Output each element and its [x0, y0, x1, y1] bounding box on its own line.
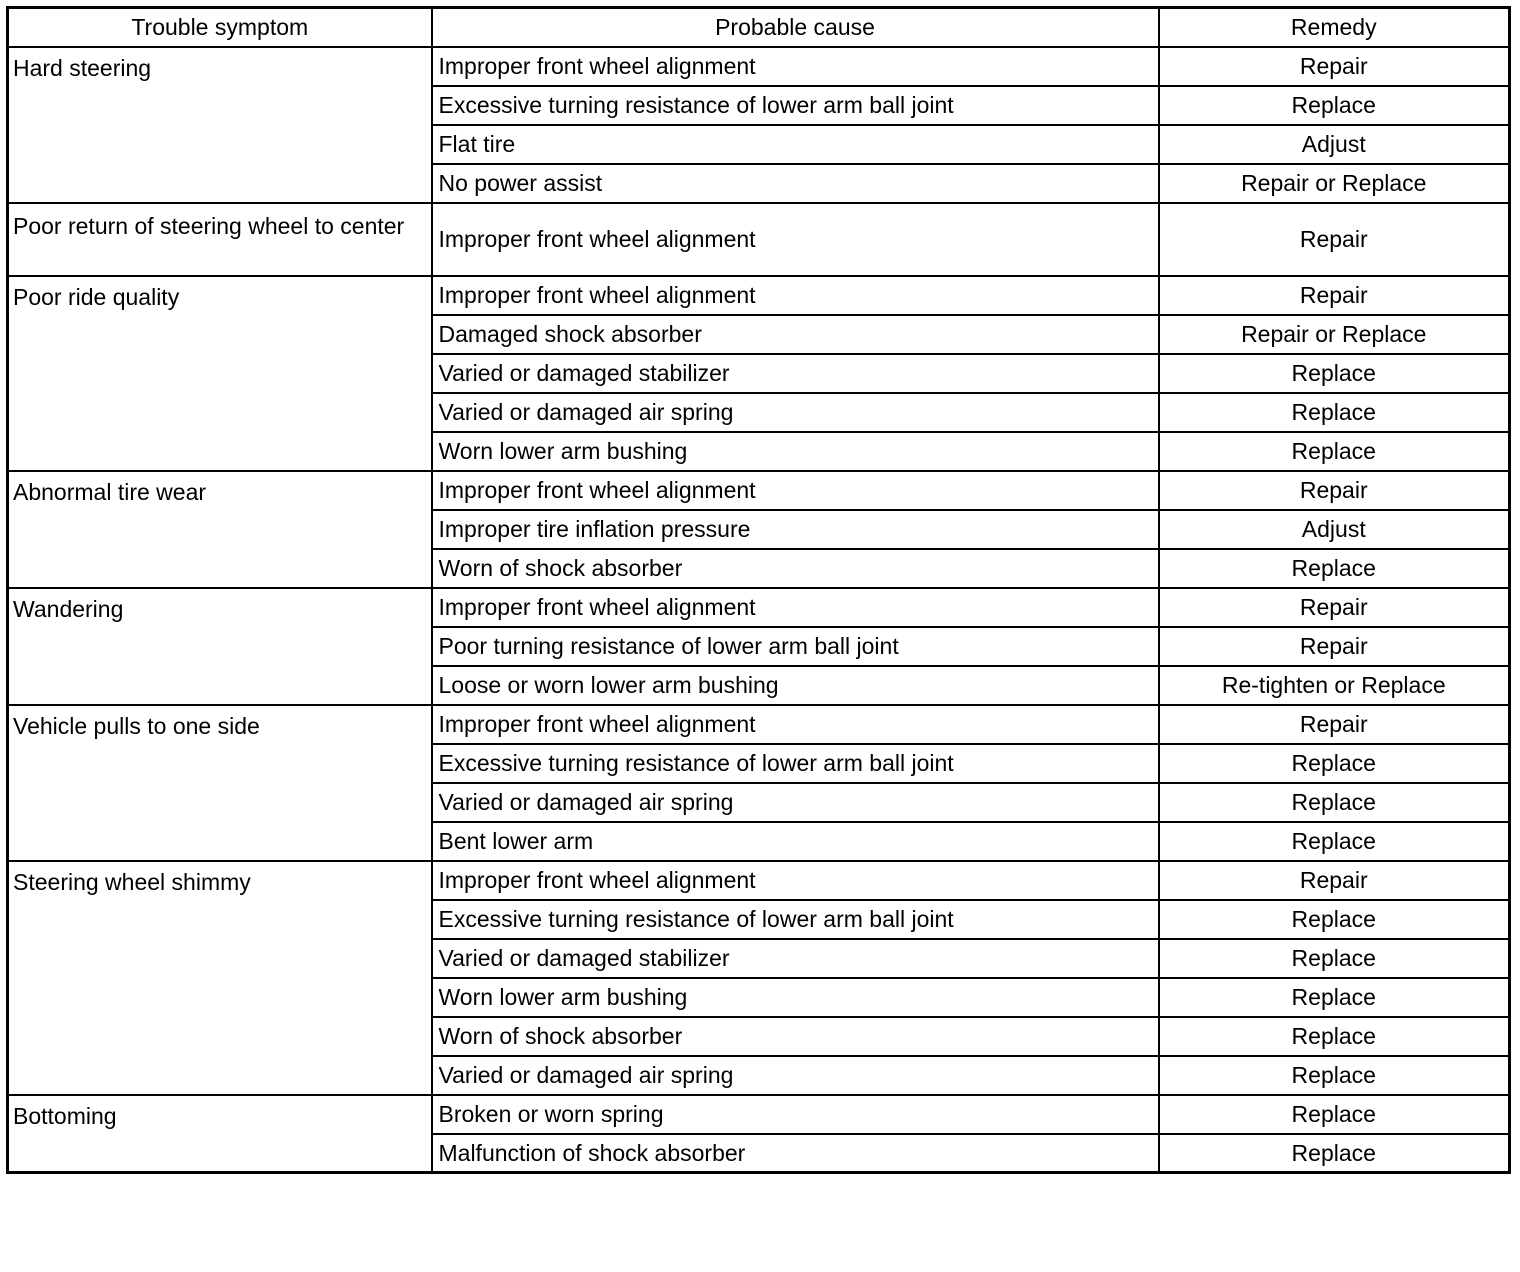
remedy-cell: Replace [1159, 1017, 1510, 1056]
probable-cause-cell: Poor turning resistance of lower arm ball joint [432, 627, 1159, 666]
probable-cause-cell: Improper front wheel alignment [432, 47, 1159, 86]
remedy-cell: Replace [1159, 1095, 1510, 1134]
remedy-cell: Replace [1159, 978, 1510, 1017]
probable-cause-cell: Improper front wheel alignment [432, 276, 1159, 315]
remedy-cell: Repair [1159, 627, 1510, 666]
table-row [8, 588, 1510, 627]
probable-cause-cell: Loose or worn lower arm bushing [432, 666, 1159, 705]
probable-cause-cell: Varied or damaged air spring [432, 783, 1159, 822]
remedy-cell: Repair [1159, 276, 1510, 315]
table-body [8, 47, 1510, 1173]
probable-cause-cell: Improper front wheel alignment [432, 203, 1159, 276]
table-row [8, 705, 1510, 744]
remedy-cell: Repair [1159, 588, 1510, 627]
probable-cause-cell: Varied or damaged air spring [432, 393, 1159, 432]
remedy-cell: Repair [1159, 471, 1510, 510]
probable-cause-cell: Improper front wheel alignment [432, 471, 1159, 510]
remedy-cell: Replace [1159, 783, 1510, 822]
table-row [8, 1095, 1510, 1134]
probable-cause-cell: Excessive turning resistance of lower arm ball joint [432, 86, 1159, 125]
remedy-cell: Replace [1159, 1056, 1510, 1095]
probable-cause-cell: Varied or damaged stabilizer [432, 939, 1159, 978]
probable-cause-cell: Malfunction of shock absorber [432, 1134, 1159, 1173]
header-remedy: Remedy [1159, 8, 1510, 47]
remedy-cell: Replace [1159, 939, 1510, 978]
remedy-cell: Repair [1159, 705, 1510, 744]
probable-cause-cell: Varied or damaged air spring [432, 1056, 1159, 1095]
header-trouble-symptom: Trouble symptom [8, 8, 432, 47]
remedy-cell: Adjust [1159, 510, 1510, 549]
remedy-cell: Repair or Replace [1159, 315, 1510, 354]
remedy-cell: Repair [1159, 47, 1510, 86]
probable-cause-cell: Damaged shock absorber [432, 315, 1159, 354]
probable-cause-cell: No power assist [432, 164, 1159, 203]
remedy-cell: Replace [1159, 744, 1510, 783]
remedy-cell: Re-tighten or Replace [1159, 666, 1510, 705]
troubleshooting-table-container [6, 6, 1511, 1174]
table-row [8, 276, 1510, 315]
table-row [8, 471, 1510, 510]
remedy-cell: Replace [1159, 1134, 1510, 1173]
remedy-cell: Adjust [1159, 125, 1510, 164]
probable-cause-cell: Broken or worn spring [432, 1095, 1159, 1134]
table-row [8, 861, 1510, 900]
remedy-cell: Replace [1159, 432, 1510, 471]
probable-cause-cell: Bent lower arm [432, 822, 1159, 861]
table-row [8, 47, 1510, 86]
probable-cause-cell: Improper front wheel alignment [432, 705, 1159, 744]
header-probable-cause: Probable cause [432, 8, 1159, 47]
remedy-cell: Repair [1159, 861, 1510, 900]
probable-cause-cell: Worn of shock absorber [432, 549, 1159, 588]
trouble-symptom-cell: Steering wheel shimmy [8, 861, 432, 1095]
trouble-symptom-cell: Poor return of steering wheel to center [8, 203, 432, 276]
trouble-symptom-cell: Vehicle pulls to one side [8, 705, 432, 861]
remedy-cell: Replace [1159, 822, 1510, 861]
trouble-symptom-cell: Bottoming [8, 1095, 432, 1173]
remedy-cell: Repair [1159, 203, 1510, 276]
remedy-cell: Replace [1159, 86, 1510, 125]
trouble-symptom-cell: Poor ride quality [8, 276, 432, 471]
table-row [8, 203, 1510, 276]
probable-cause-cell: Excessive turning resistance of lower arm ball joint [432, 744, 1159, 783]
trouble-symptom-cell: Wandering [8, 588, 432, 705]
probable-cause-cell: Worn lower arm bushing [432, 432, 1159, 471]
probable-cause-cell: Worn of shock absorber [432, 1017, 1159, 1056]
remedy-cell: Replace [1159, 900, 1510, 939]
probable-cause-cell: Varied or damaged stabilizer [432, 354, 1159, 393]
remedy-cell: Replace [1159, 393, 1510, 432]
table-header-row [8, 8, 1510, 47]
probable-cause-cell: Excessive turning resistance of lower arm ball joint [432, 900, 1159, 939]
troubleshooting-table [6, 6, 1511, 1174]
probable-cause-cell: Improper front wheel alignment [432, 588, 1159, 627]
probable-cause-cell: Improper front wheel alignment [432, 861, 1159, 900]
probable-cause-cell: Flat tire [432, 125, 1159, 164]
probable-cause-cell: Worn lower arm bushing [432, 978, 1159, 1017]
trouble-symptom-cell: Abnormal tire wear [8, 471, 432, 588]
remedy-cell: Replace [1159, 354, 1510, 393]
probable-cause-cell: Improper tire inflation pressure [432, 510, 1159, 549]
remedy-cell: Repair or Replace [1159, 164, 1510, 203]
trouble-symptom-cell: Hard steering [8, 47, 432, 203]
remedy-cell: Replace [1159, 549, 1510, 588]
